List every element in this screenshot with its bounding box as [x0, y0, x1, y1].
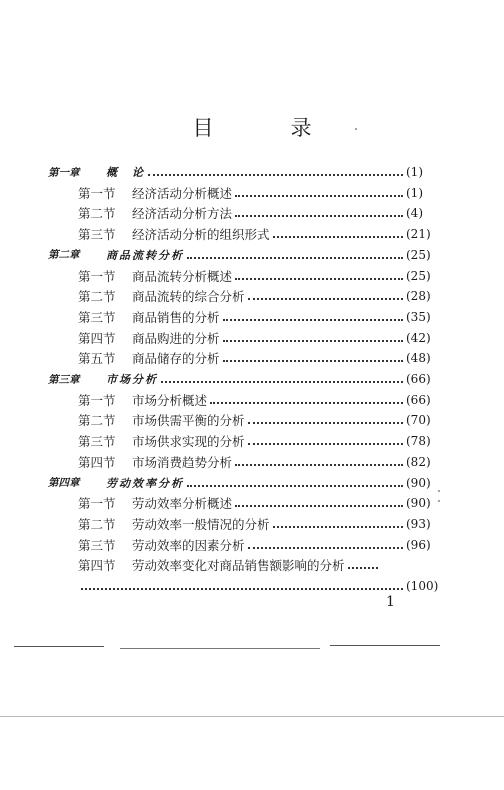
toc-section-row[interactable] — [78, 390, 431, 410]
toc-dot-leader — [210, 402, 403, 404]
page-number: 1 — [386, 594, 395, 610]
toc-entry-title: 经济活动分析的组织形式 — [132, 227, 270, 243]
toc-entry-number: 第二节 — [78, 206, 116, 222]
toc-entry-title: 市场分析概述 — [132, 392, 208, 408]
toc-page-number: (28) — [406, 289, 431, 304]
toc-dot-leader — [235, 278, 403, 280]
toc-chapter-row[interactable] — [48, 162, 423, 182]
scan-speck — [438, 500, 440, 502]
toc-page-number: (1) — [406, 165, 423, 179]
scan-line — [14, 646, 104, 647]
toc-entry-number: 第二章 — [48, 249, 80, 262]
scan-line — [120, 648, 320, 649]
toc-page-number: (90) — [406, 475, 431, 490]
toc-entry-number: 第四节 — [78, 330, 116, 346]
toc-page-number: (21) — [406, 227, 431, 242]
toc-section-row[interactable] — [78, 410, 431, 430]
scan-line — [0, 716, 504, 717]
toc-dot-leader — [235, 215, 403, 217]
toc-page-number: (90) — [406, 496, 431, 511]
toc-entry-title: 劳动效率分析概述 — [132, 496, 233, 512]
toc-chapter-row[interactable] — [48, 473, 431, 493]
toc-dot-leader — [148, 174, 403, 176]
toc-entry-title: 市场分析 — [106, 373, 158, 386]
toc-section-row[interactable] — [78, 576, 439, 596]
toc-entry-number: 第三节 — [78, 537, 116, 553]
toc-section-row[interactable] — [78, 348, 431, 368]
toc-entry-number: 第二节 — [78, 516, 116, 532]
toc-page-number: (93) — [406, 516, 431, 531]
toc-entry-title: 商品销售的分析 — [132, 309, 220, 325]
toc-entry-number: 第二节 — [78, 289, 116, 305]
toc-entry-title: 市场供需平衡的分析 — [132, 413, 245, 429]
toc-dot-leader — [81, 588, 403, 590]
toc-section-row[interactable] — [78, 328, 431, 348]
toc-dot-leader — [248, 422, 403, 424]
toc-section-row[interactable] — [78, 493, 431, 513]
toc-dot-leader — [248, 547, 403, 549]
toc-dot-leader — [235, 195, 403, 197]
toc-chapter-row[interactable] — [48, 369, 431, 389]
toc-entry-number: 第四章 — [48, 477, 80, 489]
toc-dot-leader — [273, 236, 403, 238]
toc-entry-title: 商品流转分析概述 — [132, 268, 233, 284]
toc-section-row[interactable] — [78, 183, 423, 203]
toc-dot-leader — [248, 298, 403, 300]
toc-page-number: (96) — [406, 537, 431, 552]
toc-entry-title: 劳动效率一般情况的分析 — [132, 516, 270, 532]
toc-dot-leader — [223, 340, 403, 342]
toc-entry-number: 第四节 — [78, 558, 116, 574]
toc-section-row[interactable] — [78, 307, 431, 327]
toc-entry-number: 第三节 — [78, 309, 116, 325]
toc-page-number: (25) — [406, 268, 431, 283]
toc-page-number: (4) — [406, 206, 423, 221]
toc-page-number: (25) — [406, 247, 431, 262]
toc-chapter-row[interactable] — [48, 245, 431, 265]
toc-entry-number: 第五节 — [78, 351, 116, 367]
toc-dot-leader — [348, 567, 378, 569]
toc-page-number: (78) — [406, 434, 431, 449]
scan-speck — [438, 490, 440, 492]
toc-section-row[interactable] — [78, 535, 431, 555]
toc-section-row[interactable] — [78, 514, 431, 534]
toc-entry-title: 商品流转的综合分析 — [132, 289, 245, 305]
toc-entry-number: 第三章 — [48, 373, 80, 386]
toc-page-number: (66) — [406, 392, 431, 407]
toc-entry-number: 第一节 — [78, 496, 116, 512]
toc-entry-title: 商品流转分析 — [106, 248, 184, 262]
toc-dot-leader — [235, 505, 403, 507]
toc-entry-number: 第三节 — [78, 227, 116, 243]
toc-entry-number: 第一章 — [48, 166, 80, 179]
toc-entry-title: 劳动效率分析 — [106, 476, 184, 490]
toc-entry-number: 第一节 — [78, 392, 116, 408]
toc-entry-title: 经济活动分析方法 — [132, 206, 233, 222]
toc-entry-title: 市场供求实现的分析 — [132, 434, 245, 450]
toc-page-number: (100) — [406, 579, 439, 593]
toc-entry-title: 商品购进的分析 — [132, 330, 220, 346]
toc-dot-leader — [248, 443, 403, 445]
toc-page-number: (35) — [406, 309, 431, 324]
toc-page-number: (1) — [406, 185, 423, 200]
toc-entry-title: 劳动效率的因素分析 — [132, 537, 245, 553]
toc-section-row[interactable] — [78, 203, 423, 223]
toc-dot-leader — [235, 464, 403, 466]
toc-page-number: (48) — [406, 351, 431, 366]
toc-entry-number: 第四节 — [78, 454, 116, 470]
toc-page-number — [406, 555, 496, 575]
toc-page-number: (66) — [406, 372, 431, 386]
scan-line — [330, 645, 440, 646]
toc-page-number: (70) — [406, 413, 431, 428]
toc-entry-number: 第一节 — [78, 268, 116, 284]
toc-section-row[interactable] — [78, 452, 431, 472]
toc-dot-leader — [273, 526, 403, 528]
toc-dot-leader — [223, 360, 403, 362]
toc-entry-number: 第一节 — [78, 185, 116, 201]
toc-dot-leader — [161, 381, 403, 383]
toc-entry-title: 劳动效率变化对商品销售额影响的分析 — [132, 558, 345, 574]
toc-section-row[interactable] — [78, 431, 431, 451]
toc-entry-title: 商品储存的分析 — [132, 351, 220, 367]
toc-dot-leader — [223, 319, 403, 321]
toc-entry-number: 第二节 — [78, 413, 116, 429]
toc-dot-leader — [187, 257, 403, 259]
toc-page-number: (42) — [406, 330, 431, 345]
toc-section-row[interactable] — [78, 224, 431, 244]
toc-section-row[interactable] — [78, 555, 406, 575]
toc-section-row[interactable] — [78, 286, 431, 306]
toc-section-row[interactable] — [78, 266, 431, 286]
toc-entry-title: 概 论 — [106, 166, 145, 179]
toc-entry-title: 市场消费趋势分析 — [132, 454, 233, 470]
toc-page-number: (82) — [406, 454, 431, 469]
toc-entry-title: 经济活动分析概述 — [132, 185, 233, 201]
toc-entry-number: 第三节 — [78, 434, 116, 450]
toc-dot-leader — [187, 485, 403, 487]
page-title: 目 录 — [192, 116, 340, 140]
scan-speck — [355, 128, 357, 130]
